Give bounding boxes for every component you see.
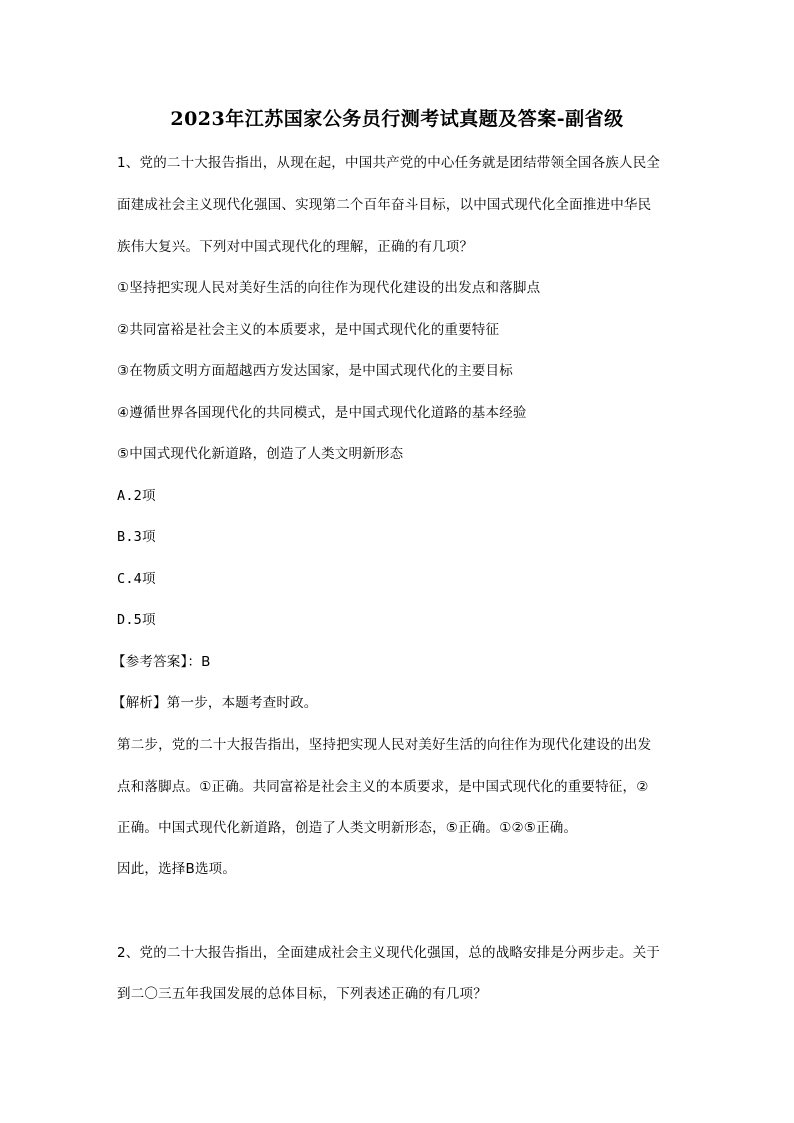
analysis-line-4: 正确。中国式现代化新道路，创造了人类文明新形态，⑤正确。①②⑤正确。: [117, 820, 578, 836]
statement-2: ②共同富裕是社会主义的本质要求，是中国式现代化的重要特征: [117, 322, 500, 338]
option-d: D.5项: [117, 612, 156, 628]
analysis-line-2: 第二步，党的二十大报告指出，坚持把实现人民对美好生活的向往作为现代化建设的出发: [117, 737, 652, 753]
question-2-stem-line-1: 2、党的二十大报告指出，全面建成社会主义现代化强国，总的战略安排是分两步走。关于: [117, 945, 661, 961]
analysis-line-3: 点和落脚点。①正确。共同富裕是社会主义的本质要求，是中国式现代化的重要特征，②: [117, 779, 649, 795]
option-b: B.3项: [117, 529, 156, 545]
document-title: 2023年江苏国家公务员行测考试真题及答案-副省级: [170, 108, 624, 130]
reference-answer: 【参考答案】：B: [112, 654, 211, 670]
option-c: C.4项: [117, 571, 156, 587]
question-1-stem-line-1: 1、党的二十大报告指出，从现在起，中国共产党的中心任务就是团结带领全国各族人民全: [117, 155, 661, 171]
question-1-stem-line-2: 面建成社会主义现代化强国、实现第二个百年奋斗目标，以中国式现代化全面推进中华民: [117, 197, 652, 213]
statement-4: ④遵循世界各国现代化的共同模式，是中国式现代化道路的基本经验: [117, 405, 527, 421]
option-a: A.2项: [117, 488, 156, 504]
statement-5: ⑤中国式现代化新道路，创造了人类文明新形态: [117, 446, 404, 462]
question-1-stem-line-3: 族伟大复兴。下列对中国式现代化的理解，正确的有几项？: [117, 239, 474, 255]
question-2-stem-line-2: 到二〇三五年我国发展的总体目标，下列表述正确的有几项？: [117, 986, 487, 1002]
statement-1: ①坚持把实现人民对美好生活的向往作为现代化建设的出发点和落脚点: [117, 280, 541, 296]
analysis-line-1: 【解析】第一步，本题考查时政。: [112, 695, 318, 711]
analysis-line-5: 因此，选择B选项。: [117, 861, 237, 877]
statement-3: ③在物质文明方面超越西方发达国家，是中国式现代化的主要目标: [117, 363, 513, 379]
